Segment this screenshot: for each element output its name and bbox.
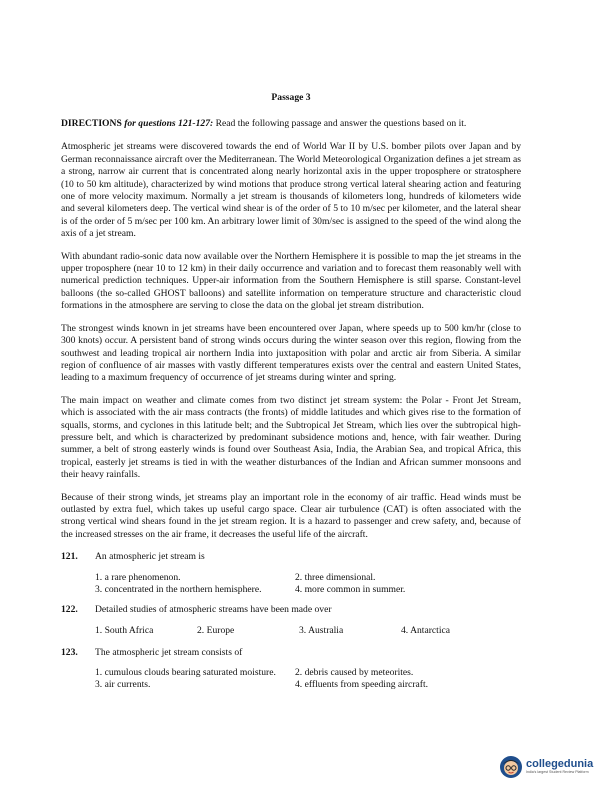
question-number: 123. (61, 646, 78, 658)
option-2[interactable]: 2. three dimensional. (295, 571, 376, 583)
directions (61, 118, 521, 130)
directions-label: DIRECTIONS (61, 118, 122, 129)
passage-paragraph-1: Atmospheric jet streams were discovered towards the end of World War II by U.S. bomber pilots over Japan and by German reconnaissance aircraft over the Mediterranean. The World Meteorological Organization defines a jet stream as a strong, narrow air current that is concentrated along nearly horizontal axis in the upper troposphere or stratosphere (10 to 50 km altitude), characterized by wind motions that produce strong vertical lateral shearing action and featuring one of more velocity maximum. Normally a jet stream is thousands of kilometers long, hundreds of kilometers wide and several kilometers deep. The vertical wind shear is of the order of 5 to 10 m/sec per kilometer, and the lateral shear is of the order of 5 m/sec per 100 km. An arbitrary lower limit of 30m/sec is assigned to the speed of the wind along the axis of a jet stream. (61, 141, 521, 240)
question-number: 122. (61, 604, 78, 615)
mascot-icon (499, 755, 523, 779)
collegedunia-logo[interactable] (499, 755, 593, 779)
passage-paragraph-2: With abundant radio-sonic data now available over the Northern Hemisphere it is possible to map the jet streams in the upper troposphere (near 10 to 12 km) in their daily occurrence and variation and to forecast them reasonably well with numerical prediction techniques. Upper-air information from the Southern Hemisphere is still sparse. Constant-level balloons (the so-called GHOST balloons) and satellite information on temperature structure and characteristic cloud formations in the atmosphere are serving to close the data on the global jet stream distribution. (61, 250, 521, 312)
options (95, 625, 521, 637)
option-4[interactable]: 4. more common in summer. (295, 583, 406, 595)
question-123 (61, 647, 521, 692)
option-1[interactable]: 1. cumulous clouds bearing saturated moisture. (95, 667, 276, 679)
question-number: 121. (61, 551, 78, 563)
passage-paragraph-4: The main impact on weather and climate comes from two distinct jet stream system: the Polar - Front Jet Stream, which is associated with the air mass contracts (the fronts) of middle latitudes and which gives rise to the formation of squalls, storms, and cyclones in this latitude belt; and the Subtropical Jet Stream, which lies over the subtropical high-pressure belt, and which is characterized by predominant subsidence motions and, hence, with fair weather. During summer, a belt of strong easterly winds is found over Southeast Asia, India, the Arabian Sea, and tropical Africa, this tropical, easterly jet streams is tied in with the weather disturbances of the Indian and African summer monsoons and their heavy rainfalls. (61, 394, 521, 481)
question-text: An atmospheric jet stream is (95, 551, 205, 563)
directions-qualifier: for questions 121-127: (124, 118, 214, 129)
passage-paragraph-5: Because of their strong winds, jet streams play an important role in the economy of air traffic. Head winds must be outlasted by extra fuel, which takes up useful cargo space. Clear air turbulence (CAT) is often associated with the strong vertical wind shears found in the jet stream region. It is a hazard to passenger and crew safety, and, because of the increased stresses on the air frame, it decreases the useful life of the aircraft. (61, 491, 521, 540)
logo-tagline: India's largest Student Review Platform (526, 770, 589, 774)
options (95, 667, 521, 691)
passage-title: Passage 3 (271, 92, 311, 103)
option-1[interactable]: 1. South Africa (95, 625, 154, 637)
directions-text: Read the following passage and answer the questions based on it. (215, 118, 467, 129)
question-122 (61, 604, 521, 638)
document-page (61, 92, 521, 699)
option-3[interactable]: 3. air currents. (95, 679, 151, 691)
question-text: The atmospheric jet stream consists of (95, 646, 243, 658)
option-2[interactable]: 2. debris caused by meteorites. (295, 667, 414, 679)
option-1[interactable]: 1. a rare phenomenon. (95, 571, 181, 583)
option-3[interactable]: 3. Australia (299, 625, 344, 637)
options (95, 572, 521, 596)
logo-name: collegedunia (526, 758, 594, 770)
option-4[interactable]: 4. Antarctica (401, 625, 451, 637)
question-121 (61, 551, 521, 596)
option-3[interactable]: 3. concentrated in the northern hemisphere. (95, 583, 262, 595)
option-2[interactable]: 2. Europe (197, 625, 235, 637)
passage-paragraph-3: The strongest winds known in jet streams have been encountered over Japan, where speeds up to 500 km/hr (close to 300 knots) occur. A persistent band of strong winds occurs during the winter season over this region, flowing from the southwest and leading tropical air northern India into juxtaposition with polar and arctic air from Siberia. A similar region of confluence of air masses with vastly different temperatures exists over the central and eastern United States, leading to a maximum frequency of occurrence of jet streams during winter and spring. (61, 322, 521, 384)
option-4[interactable]: 4. effluents from speeding aircraft. (295, 679, 429, 691)
question-text: Detailed studies of atmospheric streams have been made over (95, 604, 332, 615)
